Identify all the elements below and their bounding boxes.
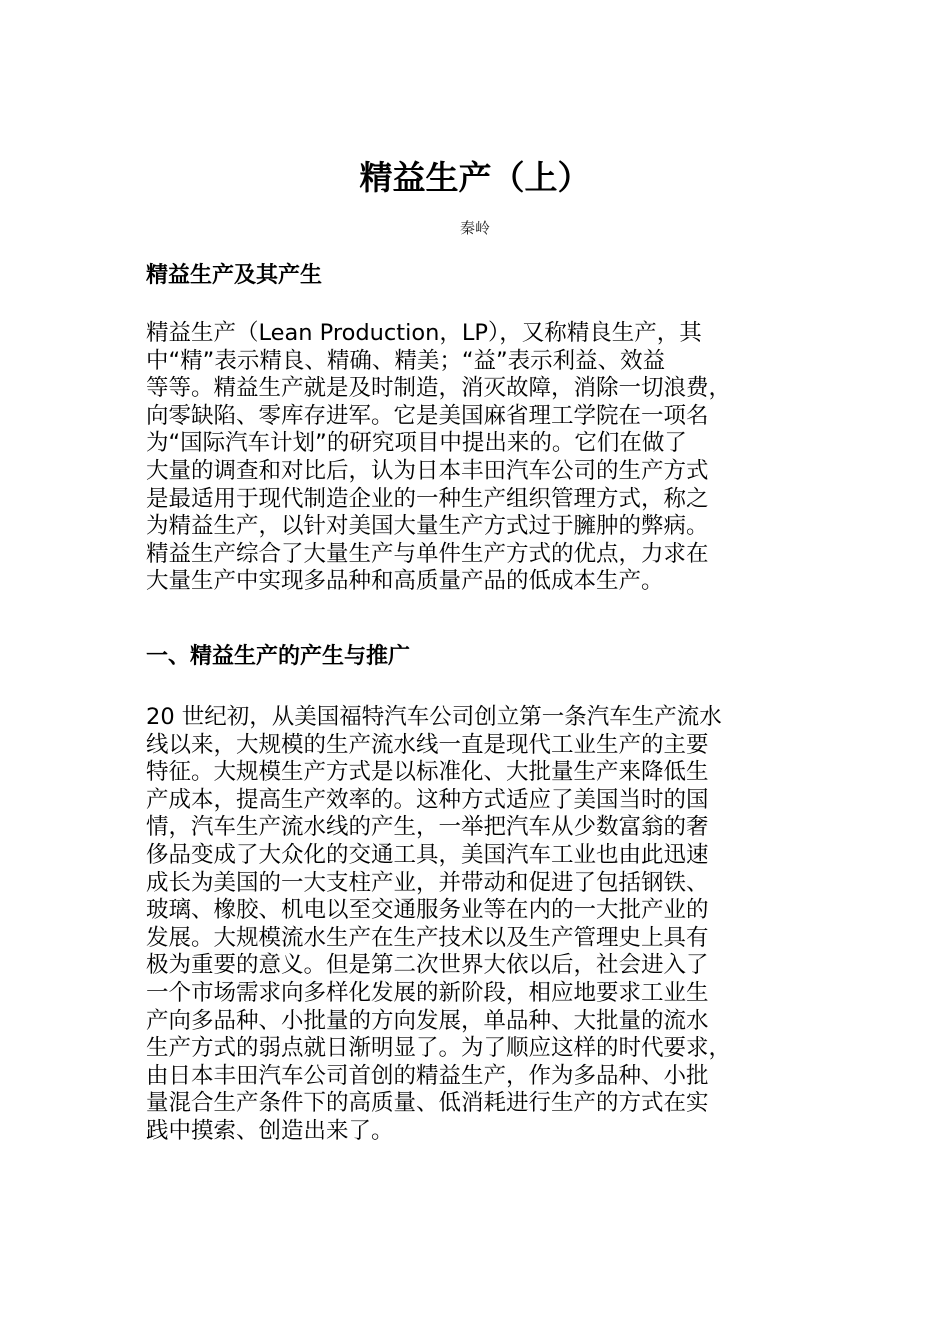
paragraph-line: 特征。大规模生产方式是以标准化、大批量生产来降低生 [146, 759, 709, 786]
paragraph-line: 发展。大规模流水生产在生产技术以及生产管理史上具有 [146, 924, 709, 951]
section-heading-intro: 精益生产及其产生 [146, 263, 323, 288]
paragraph-line: 20 世纪初，从美国福特汽车公司创立第一条汽车生产流水 [146, 704, 722, 730]
paragraph-line: 为“国际汽车计划”的研究项目中提出来的。它们在做了 [146, 430, 687, 457]
paragraph-line: 为精益生产，以针对美国大量生产方式过于臃肿的弊病。 [146, 513, 709, 540]
paragraph-line: 践中摸索、创造出来了。 [146, 1117, 394, 1144]
paragraph-intro [146, 320, 806, 596]
paragraph-line: 成长为美国的一大支柱产业，并带动和促进了包括钢铁、 [146, 869, 709, 896]
document-title: 精益生产（上） [359, 158, 591, 197]
paragraph-line: 生产方式的弱点就日渐明显了。为了顺应这样的时代要求， [146, 1035, 732, 1062]
paragraph-line: 大量生产中实现多品种和高质量产品的低成本生产。 [146, 568, 664, 595]
section-heading-origin: 一、精益生产的产生与推广 [146, 644, 411, 669]
paragraph-line: 大量的调查和对比后，认为日本丰田汽车公司的生产方式 [146, 457, 709, 484]
paragraph-line: 精益生产综合了大量生产与单件生产方式的优点，力求在 [146, 540, 709, 567]
author-name: 秦岭 [459, 219, 490, 237]
paragraph-line: 精益生产（Lean Production，LP），又称精良生产，其 [146, 320, 702, 346]
paragraph-line: 产成本，提高生产效率的。这种方式适应了美国当时的国 [146, 786, 709, 813]
paragraph-line: 情，汽车生产流水线的产生，一举把汽车从少数富翁的奢 [146, 814, 709, 841]
paragraph-line: 向零缺陷、零库存进军。它是美国麻省理工学院在一项名 [146, 402, 709, 429]
paragraph-line: 是最适用于现代制造企业的一种生产组织管理方式，称之 [146, 485, 709, 512]
paragraph-line: 产向多品种、小批量的方向发展，单品种、大批量的流水 [146, 1007, 709, 1034]
paragraph-line: 一个市场需求向多样化发展的新阶段，相应地要求工业生 [146, 979, 709, 1006]
paragraph-line: 量混合生产条件下的高质量、低消耗进行生产的方式在实 [146, 1090, 709, 1117]
paragraph-origin [146, 704, 806, 1146]
paragraph-line: 玻璃、橡胶、机电以至交通服务业等在内的一大批产业的 [146, 897, 709, 924]
paragraph-line: 等等。精益生产就是及时制造，消灭故障，消除一切浪费， [146, 375, 732, 402]
paragraph-line: 极为重要的意义。但是第二次世界大依以后，社会进入了 [146, 952, 709, 979]
paragraph-line: 线以来，大规模的生产流水线一直是现代工业生产的主要 [146, 731, 709, 758]
paragraph-line: 侈品变成了大众化的交通工具，美国汽车工业也由此迅速 [146, 841, 709, 868]
paragraph-line: 由日本丰田汽车公司首创的精益生产，作为多品种、小批 [146, 1062, 709, 1089]
paragraph-line: 中“精”表示精良、精确、精美；“益”表示利益、效益 [146, 347, 666, 374]
